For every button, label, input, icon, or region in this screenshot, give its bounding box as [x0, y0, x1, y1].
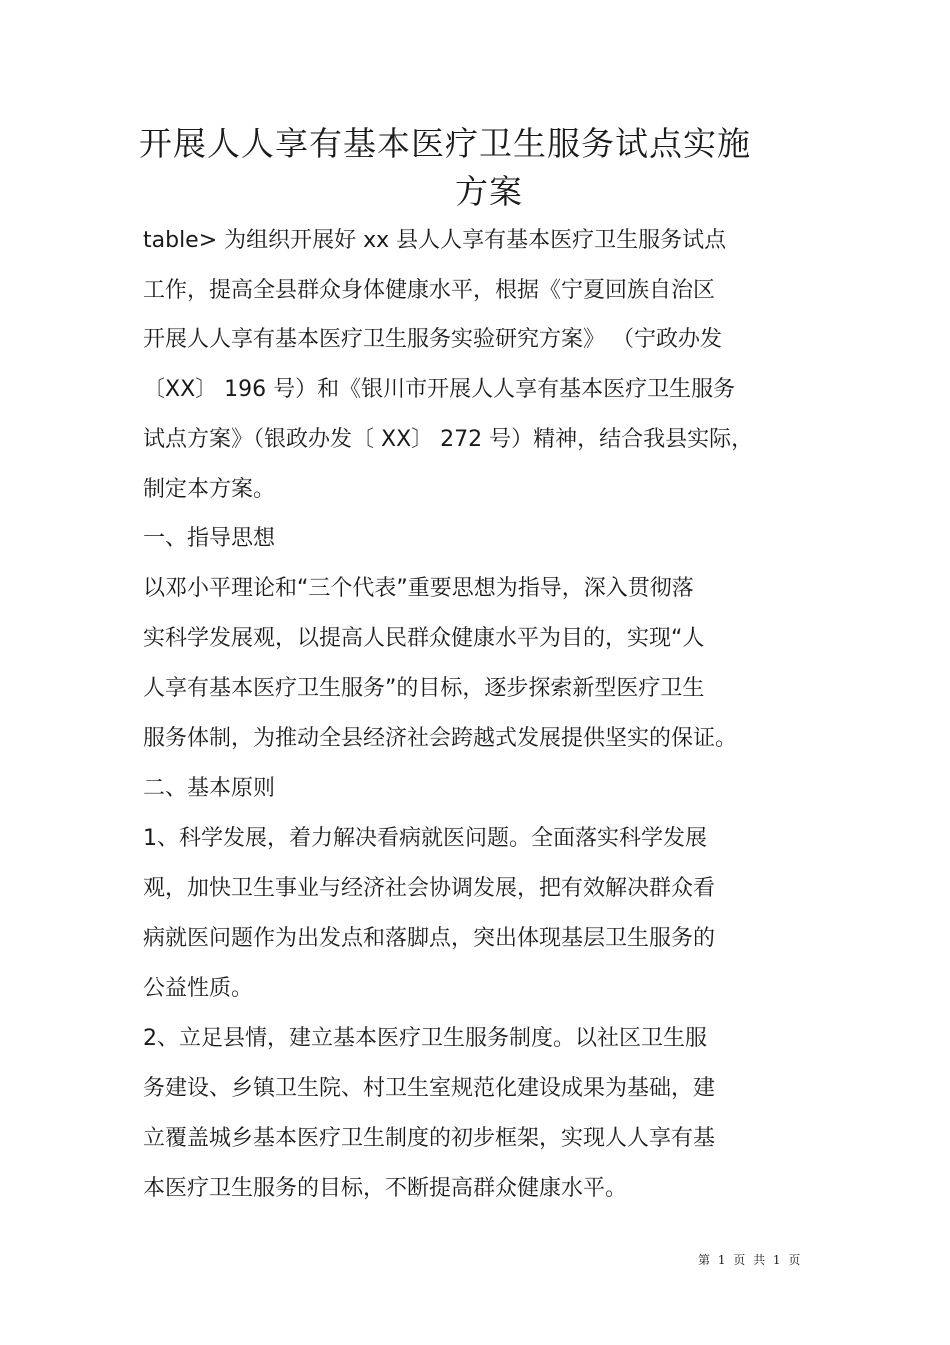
section-heading-guiding-ideology: 一、指导思想 — [143, 526, 276, 551]
paragraph-line: table> 为组织开展好 xx 县人人享有基本医疗卫生服务试点 — [143, 228, 727, 253]
paragraph-line: 工作，提高全县群众身体健康水平，根据《宁夏回族自治区 — [143, 278, 716, 303]
paragraph-line: 1、科学发展，着力解决看病就医问题。全面落实科学发展 — [143, 826, 707, 851]
paragraph-line: 2、立足县情，建立基本医疗卫生服务制度。以社区卫生服 — [143, 1026, 707, 1051]
paragraph-line: 服务体制，为推动全县经济社会跨越式发展提供坚实的保证。 — [143, 726, 738, 751]
document-title-line2: 方案 — [455, 172, 523, 211]
paragraph-line: 人享有基本医疗卫生服务”的目标，逐步探索新型医疗卫生 — [143, 676, 705, 701]
paragraph-line: 制定本方案。 — [143, 477, 276, 502]
paragraph-line: 开展人人享有基本医疗卫生服务实验研究方案》 （宁政办发 — [143, 327, 722, 352]
paragraph-line: 立覆盖城乡基本医疗卫生制度的初步框架，实现人人享有基 — [143, 1126, 716, 1151]
paragraph-line: 试点方案》（银政办发〔 XX〕 272 号）精神，结合我县实际， — [143, 427, 754, 452]
paragraph-line: 〔XX〕 196 号）和《银川市开展人人享有基本医疗卫生服务 — [143, 377, 736, 402]
paragraph-line: 公益性质。 — [143, 976, 254, 1001]
paragraph-line: 务建设、乡镇卫生院、村卫生室规范化建设成果为基础，建 — [143, 1076, 716, 1101]
section-heading-basic-principles: 二、基本原则 — [143, 776, 276, 801]
paragraph-line: 病就医问题作为出发点和落脚点，突出体现基层卫生服务的 — [143, 926, 716, 951]
paragraph-line: 实科学发展观，以提高人民群众健康水平为目的，实现“人 — [143, 626, 705, 651]
document-title-line1: 开展人人享有基本医疗卫生服务试点实施 — [139, 124, 751, 163]
paragraph-line: 以邓小平理论和“三个代表”重要思想为指导，深入贯彻落 — [143, 576, 694, 601]
page-number-footer: 第 1 页 共 1 页 — [698, 1253, 803, 1267]
paragraph-line: 本医疗卫生服务的目标，不断提高群众健康水平。 — [143, 1176, 628, 1201]
paragraph-line: 观，加快卫生事业与经济社会协调发展，把有效解决群众看 — [143, 876, 716, 901]
